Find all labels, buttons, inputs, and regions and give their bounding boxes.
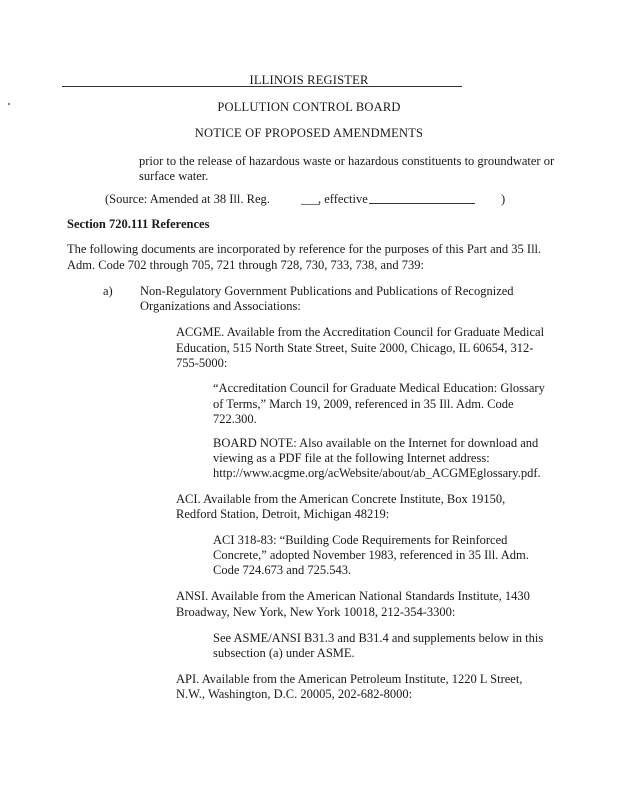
ansi-see-line-2: subsection (a) under ASME. <box>213 646 355 660</box>
register-title: ILLINOIS REGISTER <box>249 73 369 87</box>
ansi-line-2: Broadway, New York, New York 10018, 212-354-3300: <box>176 605 456 619</box>
scan-speck <box>8 103 10 105</box>
aci-318-line-3: Code 724.673 and 725.543. <box>213 563 352 577</box>
source-effective: , effective <box>318 192 368 206</box>
intro-line-1: The following documents are incorporated by reference for the purposes of this Part and 35 Ill. <box>67 242 542 256</box>
subsection-a-line-1: Non-Regulatory Government Publications and Publications of Recognized <box>140 284 514 298</box>
intro-line-2: Adm. Code 702 through 705, 721 through 728, 730, 733, 738, and 739: <box>67 258 424 272</box>
source-suffix: ) <box>501 192 506 206</box>
effective-date-blank <box>369 191 475 204</box>
acgme-glossary-line-2: of Terms,” March 19, 2009, referenced in 35 Ill. Adm. Code <box>213 397 514 411</box>
source-prefix: (Source: Amended at 38 Ill. Reg. <box>105 192 270 206</box>
continuation-line-1: prior to the release of hazardous waste or hazardous constituents to groundwater or <box>139 154 555 168</box>
aci-318-line-1: ACI 318-83: “Building Code Requirements for Reinforced <box>213 533 508 547</box>
notice-title: NOTICE OF PROPOSED AMENDMENTS <box>194 126 424 140</box>
api-line-2: N.W., Washington, D.C. 20005, 202-682-8000: <box>176 687 413 701</box>
aci-318-line-2: Concrete,” adopted November 1983, referenced in 35 Ill. Adm. <box>213 548 529 562</box>
continuation-line-2: surface water. <box>139 169 209 183</box>
section-title: Section 720.111 References <box>67 217 210 231</box>
api-line-1: API. Available from the American Petroleum Institute, 1220 L Street, <box>176 672 523 686</box>
subsection-a-label: a) <box>103 284 113 298</box>
board-note-line-1: BOARD NOTE: Also available on the Internet for download and <box>213 436 539 450</box>
aci-line-2: Redford Station, Detroit, Michigan 48219: <box>176 507 390 521</box>
aci-line-1: ACI. Available from the American Concrete Institute, Box 19150, <box>176 492 506 506</box>
acgme-glossary-line-3: 722.300. <box>213 412 257 426</box>
board-note-line-2: viewing as a PDF file at the following Internet address: <box>213 451 490 465</box>
source-blank-1: ___ <box>301 192 320 206</box>
acgme-line-2: Education, 515 North State Street, Suite 2000, Chicago, IL 60654, 312- <box>176 341 534 355</box>
acgme-glossary-line-1: “Accreditation Council for Graduate Medical Education: Glossary <box>213 381 545 395</box>
ansi-see-line-1: See ASME/ANSI B31.3 and B31.4 and supplements below in this <box>213 631 544 645</box>
ansi-line-1: ANSI. Available from the American National Standards Institute, 1430 <box>176 589 530 603</box>
subsection-a-line-2: Organizations and Associations: <box>140 299 301 313</box>
board-title: POLLUTION CONTROL BOARD <box>217 100 401 114</box>
acgme-line-1: ACGME. Available from the Accreditation Council for Graduate Medical <box>176 325 545 339</box>
board-note-url: http://www.acgme.org/acWebsite/about/ab_ACGMEglossary.pdf. <box>213 466 541 480</box>
acgme-line-3: 755-5000: <box>176 356 228 370</box>
